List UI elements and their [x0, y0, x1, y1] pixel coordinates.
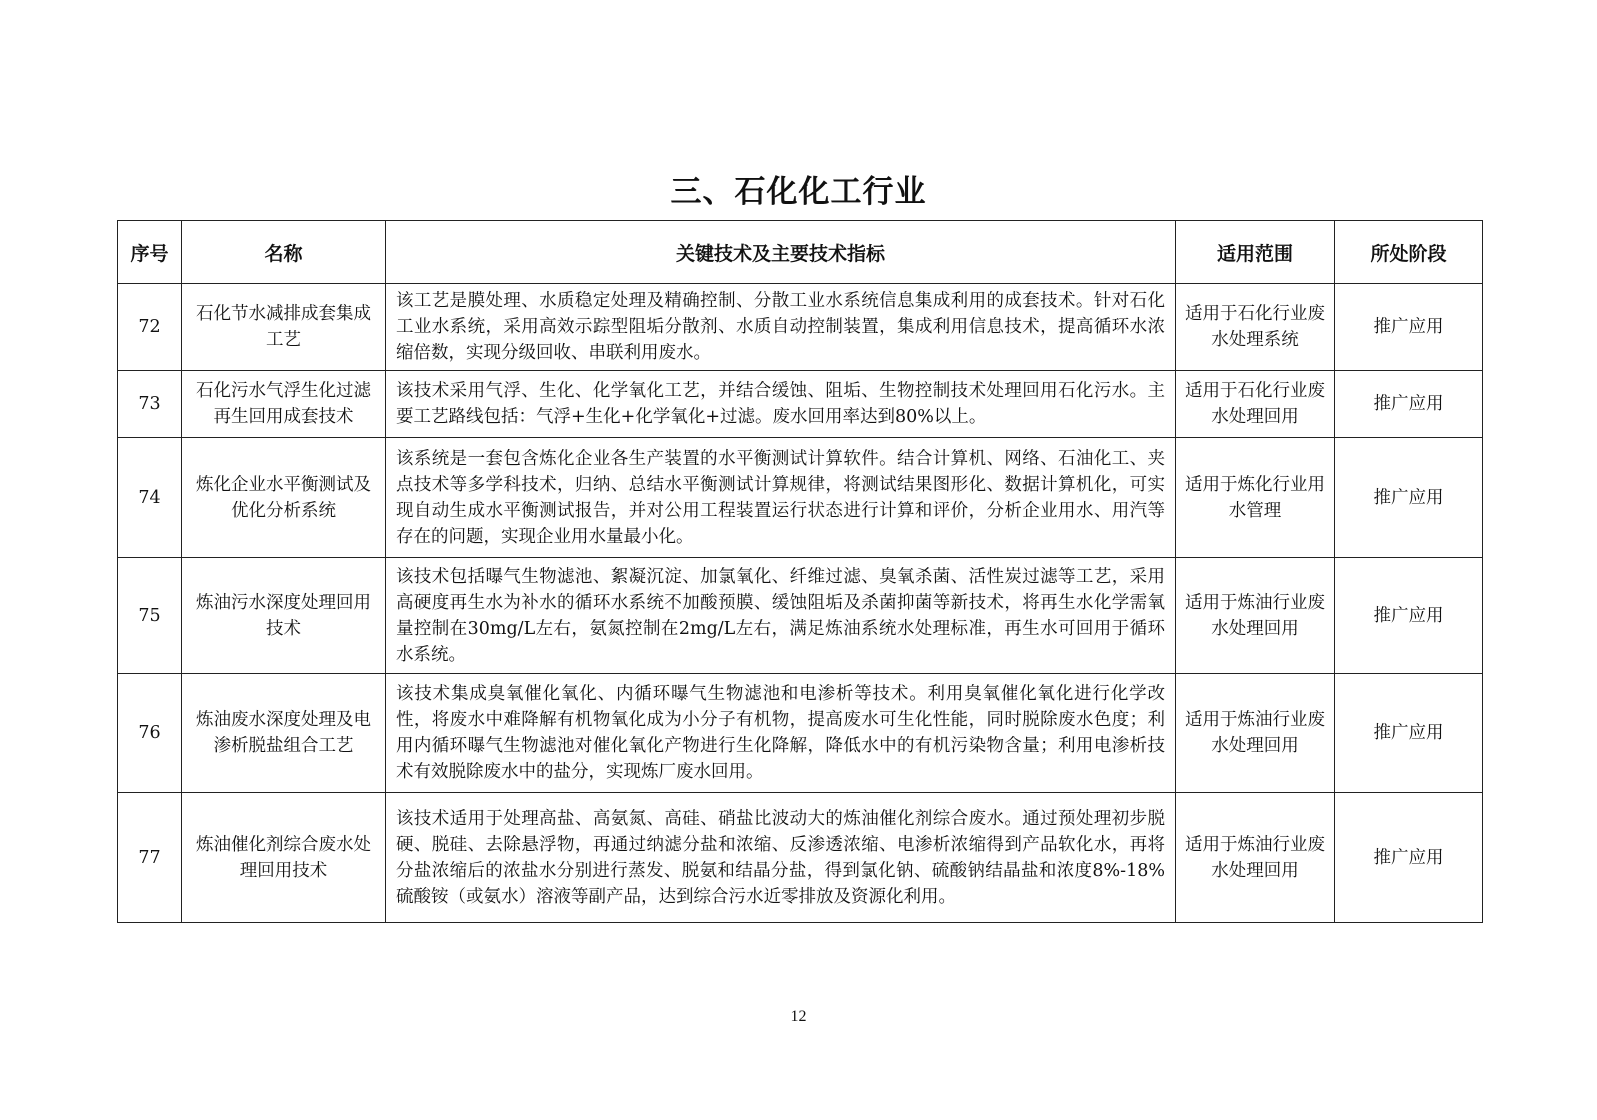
table-row [118, 371, 1483, 438]
table-row [118, 674, 1483, 793]
cell-name: 石化节水减排成套集成工艺 [182, 284, 386, 371]
table-row [118, 284, 1483, 371]
cell-scope: 适用于炼油行业废水处理回用 [1176, 674, 1335, 793]
header-name: 名称 [182, 221, 386, 284]
table-row [118, 558, 1483, 674]
cell-scope: 适用于炼油行业废水处理回用 [1176, 793, 1335, 923]
cell-no: 75 [118, 558, 182, 674]
cell-desc: 该系统是一套包含炼化企业各生产装置的水平衡测试计算软件。结合计算机、网络、石油化工、夹点技术等多学科技术，归纳、总结水平衡测试计算规律，将测试结果图形化、数据计算机化，可实现自动生成水平衡测试报告，并对公用工程装置运行状态进行计算和评价，分析企业用水、用汽等存在的问题，实现企业用水量最小化。 [386, 438, 1176, 558]
technology-table [117, 220, 1483, 923]
header-stage: 所处阶段 [1335, 221, 1483, 284]
cell-name: 炼油催化剂综合废水处理回用技术 [182, 793, 386, 923]
cell-stage: 推广应用 [1335, 284, 1483, 371]
cell-desc: 该工艺是膜处理、水质稳定处理及精确控制、分散工业水系统信息集成利用的成套技术。针对石化工业水系统，采用高效示踪型阻垢分散剂、水质自动控制装置，集成利用信息技术，提高循环水浓缩倍数，实现分级回收、串联利用废水。 [386, 284, 1176, 371]
cell-scope: 适用于石化行业废水处理回用 [1176, 371, 1335, 438]
table-row [118, 438, 1483, 558]
table-row [118, 793, 1483, 923]
cell-stage: 推广应用 [1335, 674, 1483, 793]
cell-stage: 推广应用 [1335, 371, 1483, 438]
cell-scope: 适用于炼油行业废水处理回用 [1176, 558, 1335, 674]
cell-desc: 该技术适用于处理高盐、高氨氮、高硅、硝盐比波动大的炼油催化剂综合废水。通过预处理初步脱硬、脱硅、去除悬浮物，再通过纳滤分盐和浓缩、反渗透浓缩、电渗析浓缩得到产品软化水，再将分盐浓缩后的浓盐水分别进行蒸发、脱氨和结晶分盐，得到氯化钠、硫酸钠结晶盐和浓度8%-18%硫酸铵（或氨水）溶液等副产品，达到综合污水近零排放及资源化利用。 [386, 793, 1176, 923]
cell-no: 77 [118, 793, 182, 923]
page-number: 12 [790, 1008, 807, 1025]
cell-no: 76 [118, 674, 182, 793]
cell-scope: 适用于炼化行业用水管理 [1176, 438, 1335, 558]
cell-desc: 该技术集成臭氧催化氧化、内循环曝气生物滤池和电渗析等技术。利用臭氧催化氧化进行化学改性，将废水中难降解有机物氧化成为小分子有机物，提高废水可生化性能，同时脱除废水色度；利用内循环曝气生物滤池对催化氧化产物进行生化降解，降低水中的有机污染物含量；利用电渗析技术有效脱除废水中的盐分，实现炼厂废水回用。 [386, 674, 1176, 793]
cell-name: 炼油废水深度处理及电渗析脱盐组合工艺 [182, 674, 386, 793]
cell-no: 74 [118, 438, 182, 558]
cell-name: 炼油污水深度处理回用技术 [182, 558, 386, 674]
cell-stage: 推广应用 [1335, 558, 1483, 674]
cell-name: 石化污水气浮生化过滤再生回用成套技术 [182, 371, 386, 438]
table-header-row [118, 221, 1483, 284]
header-desc: 关键技术及主要技术指标 [386, 221, 1176, 284]
cell-no: 72 [118, 284, 182, 371]
header-no: 序号 [118, 221, 182, 284]
cell-scope: 适用于石化行业废水处理系统 [1176, 284, 1335, 371]
cell-stage: 推广应用 [1335, 793, 1483, 923]
cell-name: 炼化企业水平衡测试及优化分析系统 [182, 438, 386, 558]
page-title: 三、石化化工行业 [670, 174, 927, 210]
cell-stage: 推广应用 [1335, 438, 1483, 558]
header-scope: 适用范围 [1176, 221, 1335, 284]
cell-no: 73 [118, 371, 182, 438]
cell-desc: 该技术包括曝气生物滤池、絮凝沉淀、加氯氧化、纤维过滤、臭氧杀菌、活性炭过滤等工艺，采用高硬度再生水为补水的循环水系统不加酸预膜、缓蚀阻垢及杀菌抑菌等新技术，将再生水化学需氧量控制在30mg/L左右，氨氮控制在2mg/L左右，满足炼油系统水处理标准，再生水可回用于循环水系统。 [386, 558, 1176, 674]
cell-desc: 该技术采用气浮、生化、化学氧化工艺，并结合缓蚀、阻垢、生物控制技术处理回用石化污水。主要工艺路线包括：气浮+生化+化学氧化+过滤。废水回用率达到80%以上。 [386, 371, 1176, 438]
